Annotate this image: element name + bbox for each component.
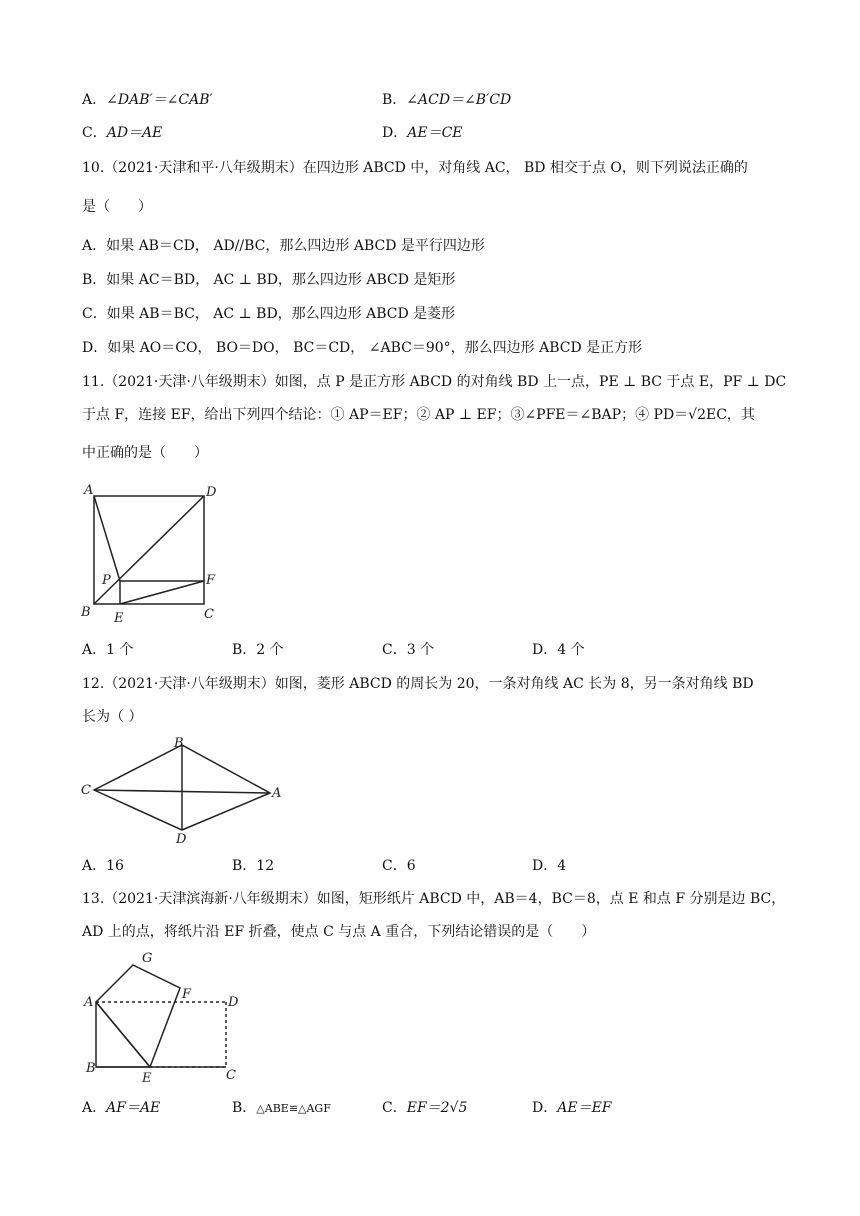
q12-option-c: C．6 <box>382 858 416 874</box>
label-p: P <box>102 573 111 588</box>
q11-stem-line2: 于点 F，连接 EF，给出下列四个结论：① AP＝EF；② AP ⊥ EF；③∠PFE＝∠BAP；④ PD＝√2EC，其 <box>82 407 755 423</box>
q12-stem-line2: 长为（ ） <box>82 709 143 725</box>
q11-stem-line3: 中正确的是（ ） <box>82 445 208 461</box>
label-b: B <box>174 736 184 751</box>
q13-stem-line2: AD 上的点，将纸片沿 EF 折叠，使点 C 与点 A 重合，下列结论错误的是（ ） <box>82 924 596 940</box>
q12-option-a: A．16 <box>82 858 124 874</box>
label-d: D <box>228 995 239 1010</box>
segment-ae <box>96 1002 150 1067</box>
q10-option-a: A．如果 AB＝CD， AD//BC，那么四边形 ABCD 是平行四边形 <box>82 238 485 254</box>
q13-option-c: C．EF＝2√5 <box>382 1100 468 1116</box>
q10-option-b: B．如果 AC＝BD， AC ⊥ BD，那么四边形 ABCD 是矩形 <box>82 272 456 288</box>
rect-left-bottom <box>96 1002 226 1067</box>
q13-option-a: A．AF＝AE <box>82 1100 161 1116</box>
q10-stem-line1: 10.（2021·天津和平·八年级期末）在四边形 ABCD 中，对角线 AC， BD 相交于点 O，则下列说法正确的 <box>82 160 748 176</box>
q13-stem-line1: 13.（2021·天津滨海新·八年级期末）如图，矩形纸片 ABCD 中，AB＝4，BC＝8，点 E 和点 F 分别是边 BC， <box>82 891 786 907</box>
option-key: D． <box>382 125 408 141</box>
q11-option-b: B．2 个 <box>232 642 284 658</box>
q9-option-c <box>82 123 162 143</box>
label-a: A <box>84 483 94 498</box>
option-text: AE＝CE <box>407 125 463 141</box>
label-a: A <box>84 995 94 1010</box>
q13-option-b: B．△ABE≌△AGF <box>232 1100 331 1116</box>
label-b: B <box>86 1061 96 1076</box>
q9-option-a <box>82 90 213 110</box>
q12-rhombus-figure <box>78 736 288 846</box>
label-b: B <box>81 605 91 620</box>
q10-stem-line2: 是（ ） <box>82 199 152 215</box>
option-text: ∠ACD＝∠B′CD <box>406 92 512 108</box>
option-key: B． <box>382 92 407 108</box>
q10-option-c: C．如果 AB＝BC， AC ⊥ BD，那么四边形 ABCD 是菱形 <box>82 306 456 322</box>
option-text: ∠DAB′＝∠CAB′ <box>106 92 213 108</box>
q11-option-a: A．1 个 <box>82 642 134 658</box>
segment-ap <box>94 496 120 581</box>
label-d: D <box>176 832 187 846</box>
q12-option-b: B．12 <box>232 858 275 874</box>
q13-option-d: D．AE＝EF <box>532 1100 612 1116</box>
label-f: F <box>206 573 216 588</box>
label-f: F <box>182 987 192 1002</box>
q12-stem-line1: 12.（2021·天津·八年级期末）如图，菱形 ABCD 的周长为 20，一条对角线 AC 长为 8，另一条对角线 BD <box>82 676 754 692</box>
q9-option-b <box>382 90 511 110</box>
q11-option-c: C．3 个 <box>382 642 435 658</box>
option-text: AD＝AE <box>106 125 163 141</box>
q10-option-d: D．如果 AO＝CO， BO＝DO， BC＝CD， ∠ABC＝90°，那么四边形 ABCD 是正方形 <box>82 340 643 356</box>
label-c: C <box>204 607 214 622</box>
q11-square-figure <box>78 478 228 628</box>
option-key: C． <box>82 125 107 141</box>
q11-option-d: D．4 个 <box>532 642 585 658</box>
label-e: E <box>114 611 124 626</box>
option-key: A． <box>82 92 107 108</box>
q9-option-d <box>382 123 463 143</box>
segment-ef <box>120 581 204 604</box>
label-e: E <box>142 1071 152 1083</box>
q13-fold-figure <box>78 948 258 1083</box>
label-g: G <box>142 951 153 966</box>
label-c: C <box>226 1068 236 1083</box>
q12-option-d: D．4 <box>532 858 567 874</box>
label-c: C <box>81 783 91 798</box>
label-a: A <box>272 786 282 801</box>
label-d: D <box>206 485 217 500</box>
q11-stem-line1: 11.（2021·天津·八年级期末）如图，点 P 是正方形 ABCD 的对角线 BD 上一点，PE ⊥ BC 于点 E，PF ⊥ DC <box>82 374 787 390</box>
